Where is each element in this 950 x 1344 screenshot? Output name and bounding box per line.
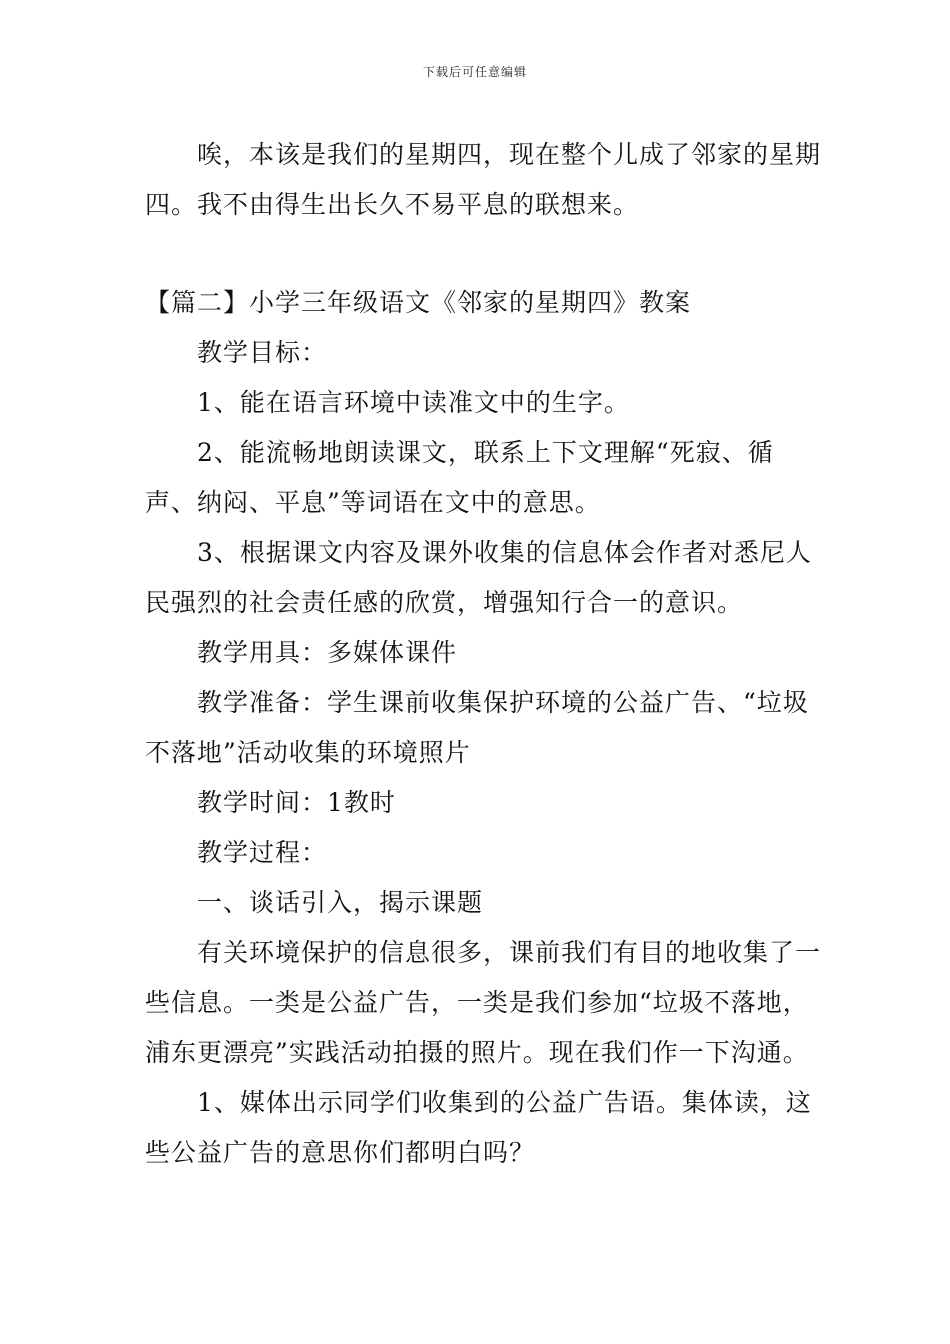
page-header: 下载后可任意编辑 [422, 65, 527, 79]
document-body [145, 130, 825, 1178]
paragraph-step-1-heading: 一、谈话引入，揭示课题 [197, 888, 484, 917]
section-spacer [145, 230, 825, 278]
paragraph-step-1-body: 有关环境保护的信息很多，课前我们有目的地收集了一些信息。一类是公益广告，一类是我们参加“垃圾不落地，浦东更漂亮”实践活动拍摄的照片。现在我们作一下沟通。 [145, 938, 822, 1067]
paragraph-time: 教学时间：1教时 [197, 788, 396, 817]
paragraph-preparation: 教学准备：学生课前收集保护环境的公益广告、“垃圾不落地”活动收集的环境照片 [145, 688, 809, 767]
paragraph-objective-1: 1、能在语言环境中读准文中的生字。 [197, 388, 630, 417]
paragraph-objective-2: 2、能流畅地朗读课文，联系上下文理解“死寂、循声、纳闷、平息”等词语在文中的意思。 [145, 438, 774, 517]
section-title: 【篇二】小学三年级语文《邻家的星期四》教案 [145, 288, 692, 317]
paragraph-step-1-item-1: 1、媒体出示同学们收集到的公益广告语。集体读，这些公益广告的意思你们都明白吗？ [145, 1088, 812, 1167]
paragraph-tools: 教学用具：多媒体课件 [197, 638, 458, 667]
paragraph-intro: 唉，本该是我们的星期四，现在整个儿成了邻家的星期四。我不由得生出长久不易平息的联想来。 [145, 140, 822, 219]
paragraph-objectives-heading: 教学目标： [197, 338, 328, 367]
paragraph-process-heading: 教学过程： [197, 838, 328, 867]
paragraph-objective-3: 3、根据课文内容及课外收集的信息体会作者对悉尼人民强烈的社会责任感的欣赏，增强知行合一的意识。 [145, 538, 812, 617]
